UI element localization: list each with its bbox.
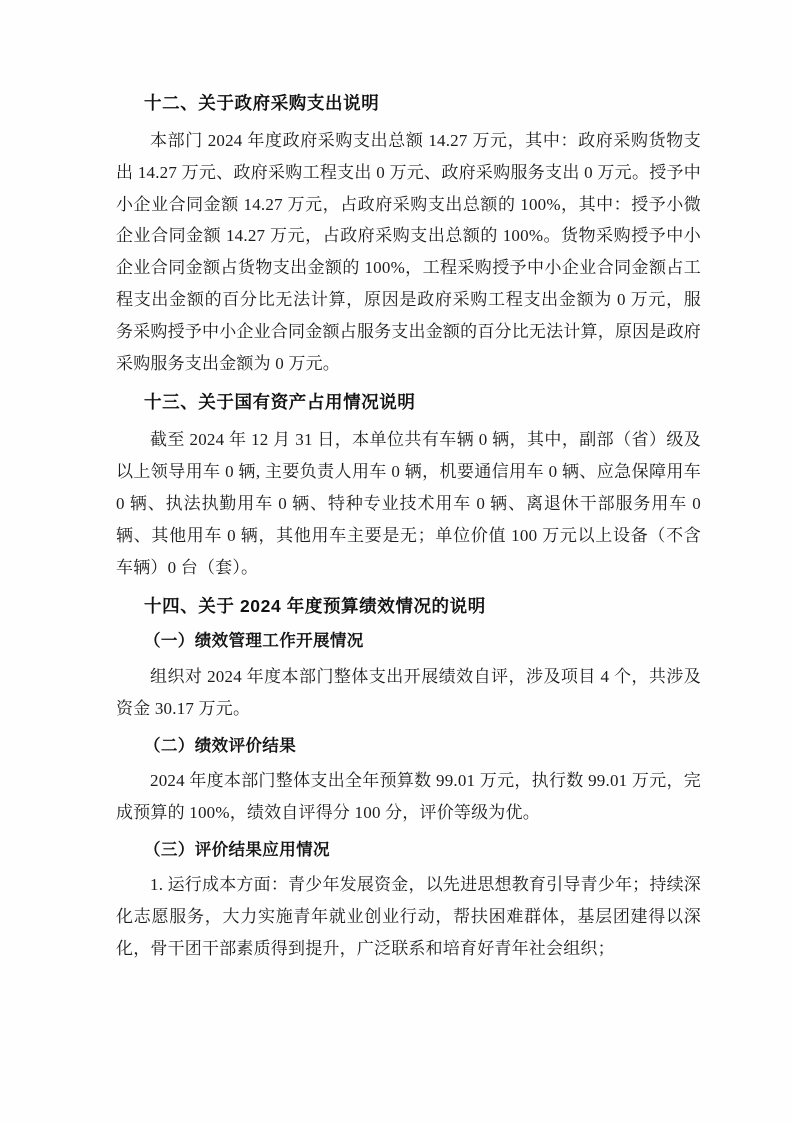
spacer [116, 380, 701, 387]
subheading-performance-management: （一）绩效管理工作开展情况 [144, 632, 364, 651]
document-body [116, 88, 701, 965]
subheading-performance-evaluation-result: （二）绩效评价结果 [144, 736, 297, 755]
section-heading-12: 十二、关于政府采购支出说明 [144, 93, 380, 113]
paragraph-performance-management: 组织对 2024 年度本部门整体支出开展绩效自评，涉及项目 4 个，共涉及资金 30.17 万元。 [116, 666, 701, 718]
paragraph-government-procurement: 本部门 2024 年度政府采购支出总额 14.27 万元，其中：政府采购货物支出 14.27 万元、政府采购工程支出 0 万元、政府采购服务支出 0 万元。授予中小企业合同金额 14.27 万元，占政府采购支出总额的 100%，其中：授予小微企业合同金额 14.27 万元，占政府采购支出总额的 100%。货物采购授予中小企业合同金额占货物支出金额的 100%，工程采购授予中小企业合同金额占工程支出金额的百分比无法计算，原因是政府采购工程支出金额为 0 万元，服务采购授予中小企业合同金额占服务支出金额的百分比无法计算，原因是政府采购服务支出金额为 0 万元。 [116, 130, 701, 374]
section-heading-13: 十三、关于国有资产占用情况说明 [144, 392, 416, 413]
section-heading-14: 十四、关于 2024 年度预算绩效情况的说明 [144, 595, 486, 616]
paragraph-operating-cost: 1. 运行成本方面：青少年发展资金，以先进思想教育引导青少年；持续深化志愿服务，大力实施青年就业创业行动，帮扶困难群体，基层团建得以深化，骨干团干部素质得到提升，广泛联系和培育好青年社会组织； [116, 875, 701, 959]
paragraph-state-owned-assets: 截至 2024 年 12 月 31 日，本单位共有车辆 0 辆，其中，副部（省）级及以上领导用车 0 辆, 主要负责人用车 0 辆，机要通信用车 0 辆、应急保障用车 0 辆、执法执勤用车 0 辆、特种专业技术用车 0 辆、离退休干部服务用车 0 辆、其他用车 0 辆，其他用车主要是无；单位价值 100 万元以上设备（不含车辆）0 台（套）。 [116, 429, 701, 577]
spacer [116, 829, 701, 836]
spacer [116, 584, 701, 591]
spacer [116, 725, 701, 732]
paragraph-performance-evaluation-result: 2024 年度本部门整体支出全年预算数 99.01 万元，执行数 99.01 万元，完成预算的 100%，绩效自评得分 100 分，评价等级为优。 [116, 770, 701, 822]
subheading-evaluation-result-application: （三）评价结果应用情况 [144, 840, 330, 859]
